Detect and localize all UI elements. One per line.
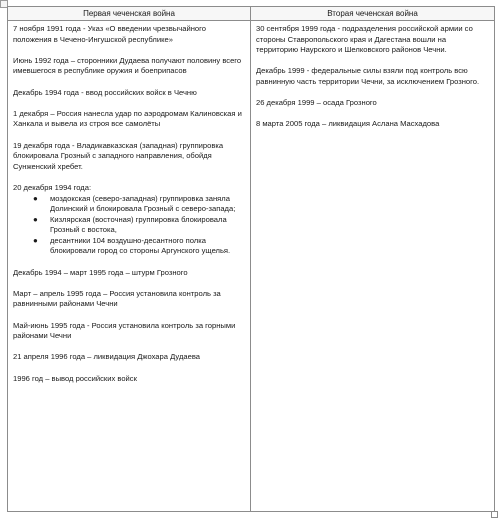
second-war-entry-3: 26 декабря 1999 – осада Грозного [256, 98, 377, 108]
table-resize-handle-icon[interactable] [491, 511, 498, 518]
second-war-entry-2: Декабрь 1999 - федеральные силы взяли под контроль всю равнинную часть территории Чечни, за исключением Грозного. [256, 66, 480, 86]
table-header-row [8, 7, 495, 21]
second-war-cell[interactable] [251, 21, 495, 512]
first-war-entry-11: 1996 год – вывод российских войск [13, 373, 137, 383]
list-item [33, 214, 246, 236]
first-war-cell[interactable] [8, 21, 251, 512]
second-war-entry-1: 30 сентября 1999 года - подразделения российской армии со стороны Ставропольского края и Дагестана вошли на территорию Наурского и Шелковского районов Чечни. [256, 24, 473, 55]
first-war-entry-3: Декабрь 1994 года - ввод российских войск в Чечню [13, 87, 197, 97]
first-war-entry-9: Май-июнь 1995 года - Россия установила контроль за горными районами Чечни [13, 320, 236, 341]
first-war-entry-6-list [13, 194, 246, 258]
first-war-entry-10: 21 апреля 1996 года – ликвидация Джохара Дудаева [13, 352, 200, 362]
first-war-entry-7: Декабрь 1994 – март 1995 года – штурм Грозного [13, 267, 188, 277]
list-item-text: десантники 104 воздушно-десантного полка блокировали город со стороны Аргунского ущелья. [50, 235, 231, 256]
first-war-entry-1: 7 ноября 1991 года - Указ «О введении чрезвычайного положения в Чечено-Ингушской республике» [13, 24, 206, 44]
first-war-entry-8: Март – апрель 1995 года – Россия установила контроль за равнинными районами Чечни [13, 288, 221, 309]
list-item-text: моздокская (северо-западная) группировка заняла Долинский и блокировала Грозный с северо-запада; [50, 193, 236, 214]
first-war-entry-4: 1 декабря – Россия нанесла удар по аэродромам Калиновская и Ханкала и вывела из строя все самолёты [13, 108, 242, 129]
bullet-dot-icon: ● [33, 193, 38, 203]
table-row [8, 21, 495, 512]
column-header-first-war: Первая чеченская война [8, 7, 251, 21]
list-item [33, 235, 246, 257]
list-item [33, 193, 246, 215]
chechen-wars-table [7, 6, 495, 512]
column-header-second-war: Вторая чеченская война [251, 7, 495, 21]
first-war-entry-5: 19 декабря года - Владикавказская (западная) группировка блокировала Грозный с западного направления, обойдя Сунженский хребет. [13, 140, 224, 171]
first-war-entry-2: Июнь 1992 года – сторонники Дудаева получают половину всего имевшегося в республике оружия и боеприпасов [13, 55, 242, 76]
list-item-text: Кизлярская (восточная) группировка блокировала Грозный с востока, [50, 214, 227, 235]
first-war-entry-6: 20 декабря 1994 года: [13, 182, 92, 192]
second-war-entry-4: 8 марта 2005 года – ликвидация Аслана Масхадова [256, 119, 440, 129]
bullet-dot-icon: ● [33, 235, 38, 245]
bullet-dot-icon: ● [33, 214, 38, 224]
